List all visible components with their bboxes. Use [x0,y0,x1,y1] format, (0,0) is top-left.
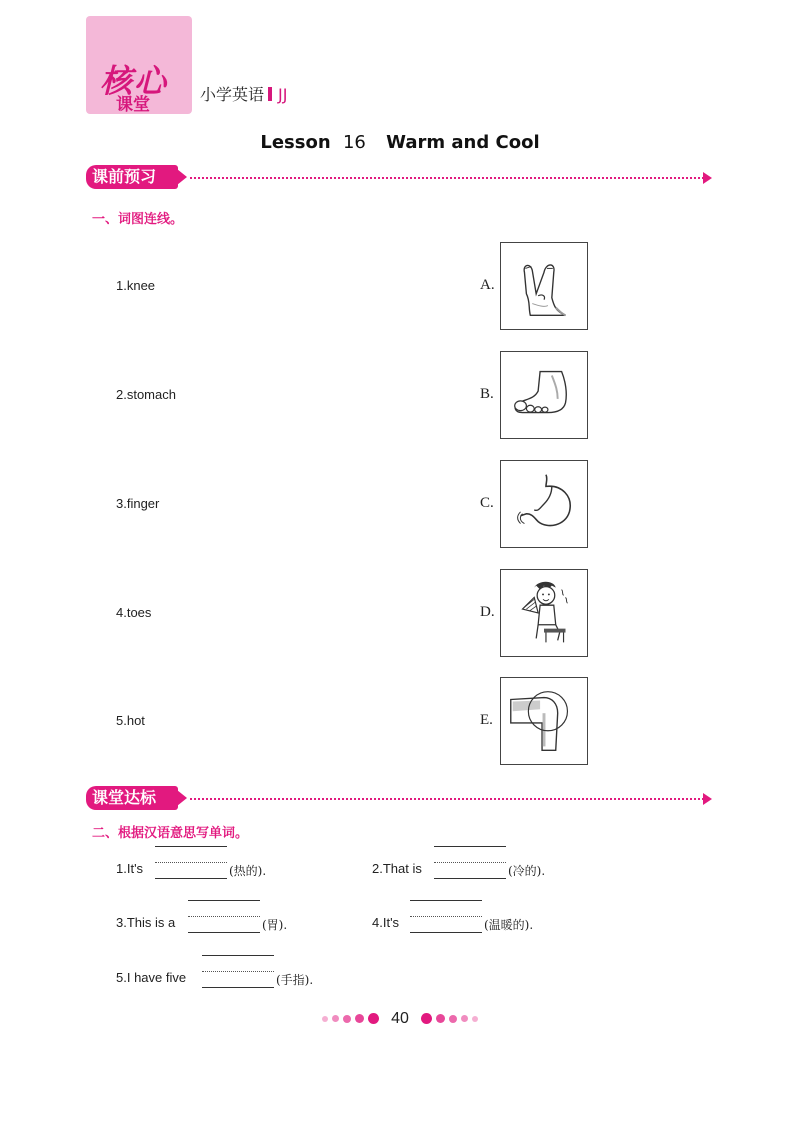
question-heading-1: 一、词图连线。 [92,212,184,227]
decorative-dots-left [320,1010,381,1028]
fill-prefix: 1.It's [116,861,144,876]
answer-blank-3[interactable] [188,900,260,948]
knee-icon [501,678,587,764]
question-heading-2: 二、根据汉语意思写单词。 [92,826,249,841]
stomach-icon [501,461,587,547]
dotted-divider [190,798,704,800]
option-letter-d: D. [480,604,495,620]
arrow-right-icon [703,793,712,805]
page-number-footer [0,1010,800,1030]
option-picture-b [500,351,588,439]
option-letter-a: A. [480,277,495,293]
fill-prefix: 3.This is a [116,915,176,930]
option-picture-d [500,569,588,657]
section-tag-preview: 课前预习 [86,165,178,189]
option-letter-c: C. [480,495,494,511]
section-tag-practice: 课堂达标 [86,786,178,810]
answer-blank-4[interactable] [410,900,482,948]
hot-boy-fanning-icon [501,570,587,656]
lesson-name: Warm and Cool [386,132,540,153]
fill-prefix: 5.I have five [116,970,187,985]
lesson-number: 16 [342,132,366,153]
hand-fingers-icon [501,243,587,329]
option-picture-a [500,242,588,330]
fill-item-1 [116,861,143,876]
fill-item-5 [116,970,186,985]
subject-label: 小学英语 [200,85,265,104]
fill-hint-4: (温暖的). [484,918,534,932]
fill-hint-5: (手指). [276,973,314,987]
page-title [0,132,800,153]
brand-logo [86,16,192,114]
foot-toes-icon [501,352,587,438]
match-word-1: 1.knee [116,278,156,293]
decorative-dots-right [419,1010,480,1028]
answer-blank-5[interactable] [202,955,274,1003]
series-title [200,82,287,105]
fill-item-2 [372,861,422,876]
logo-sub-text: 课堂 [116,95,150,115]
edition-label: JJ [278,85,288,104]
lesson-label: Lesson [260,132,331,153]
logo-main-text: 核心 [100,62,169,100]
arrow-right-icon [703,172,712,184]
divider [268,87,272,101]
section-bar-preview [86,165,714,189]
page-number: 40 [391,1010,409,1027]
answer-blank-1[interactable] [155,846,227,894]
fill-hint-1: (热的). [229,864,267,878]
dotted-divider [190,177,704,179]
option-picture-c [500,460,588,548]
option-letter-e: E. [480,712,493,728]
section-bar-practice [86,786,714,810]
answer-blank-2[interactable] [434,846,506,894]
fill-prefix: 4.It's [372,915,400,930]
fill-prefix: 2.That is [372,861,422,876]
fill-hint-3: (胃). [262,918,288,932]
match-word-5: 5.hot [116,713,145,728]
fill-item-4 [372,915,399,930]
match-word-3: 3.finger [116,496,160,511]
fill-item-3 [116,915,175,930]
option-picture-e [500,677,588,765]
match-word-2: 2.stomach [116,387,176,402]
option-letter-b: B. [480,386,494,402]
match-word-4: 4.toes [116,605,152,620]
fill-hint-2: (冷的). [508,864,546,878]
